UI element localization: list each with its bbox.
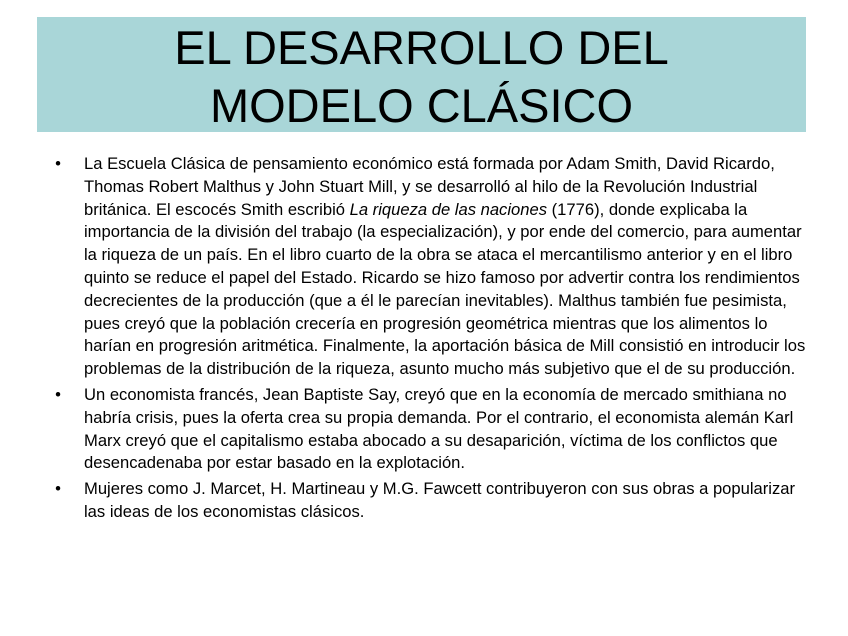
- bullet-list: [52, 153, 807, 527]
- slide-title-banner: [37, 17, 806, 132]
- slide-title-line-2: MODELO CLÁSICO: [209, 79, 634, 132]
- bullet-item-say-marx: [52, 384, 807, 475]
- bullet-marker: •: [55, 384, 61, 404]
- bullet-text-part: La Escuela Clásica de pensamiento económico está formada por Adam Smith, David Ricardo, Thomas Robert Malthus y John Stuart Mill, y se desarrolló al hilo de la Revolución Industrial británica. El escocés Smith escribió: [84, 154, 775, 219]
- bullet-item-classical-school: [52, 153, 807, 381]
- bullet-text: [84, 153, 807, 381]
- bullet-text-part: (1776), donde explicaba la importancia de la división del trabajo (la especialización), y por ende del comercio, para aumentar la riqueza de un país. En el libro cuarto de la obra se ataca el mercantilismo anterior y en el libro quinto se reduce el papel del Estado. Ricardo se hizo famoso por advertir contra los rendimientos decrecientes de la producción (que a él le parecían inevitables). Malthus también fue pesimista, pues creyó que la población crecería en progresión geométrica mientras que los alimentos lo harían en progresión aritmética. Finalmente, la aportación básica de Mill consistió en introducir los problemas de la distribución de la riqueza, asunto mucho más subjetivo que el de su producción.: [84, 199, 806, 379]
- book-title: La riqueza de las naciones: [349, 199, 548, 219]
- bullet-marker: •: [55, 479, 61, 499]
- bullet-text: Un economista francés, Jean Baptiste Say, creyó que en la economía de mercado smithiana no habría crisis, pues la oferta crea su propia demanda. Por el contrario, el economista alemán Karl Marx creyó que el capitalismo estaba abocado a su desaparición, víctima de los conflictos que desencadenaba por estar basado en la explotación.: [84, 384, 794, 473]
- slide-title-line-1: EL DESARROLLO DEL: [174, 21, 669, 74]
- bullet-text: Mujeres como J. Marcet, H. Martineau y M.G. Fawcett contribuyeron con sus obras a popularizar las ideas de los economistas clásicos.: [84, 479, 796, 521]
- bullet-item-women-economists: [52, 478, 807, 524]
- bullet-marker: •: [55, 154, 61, 173]
